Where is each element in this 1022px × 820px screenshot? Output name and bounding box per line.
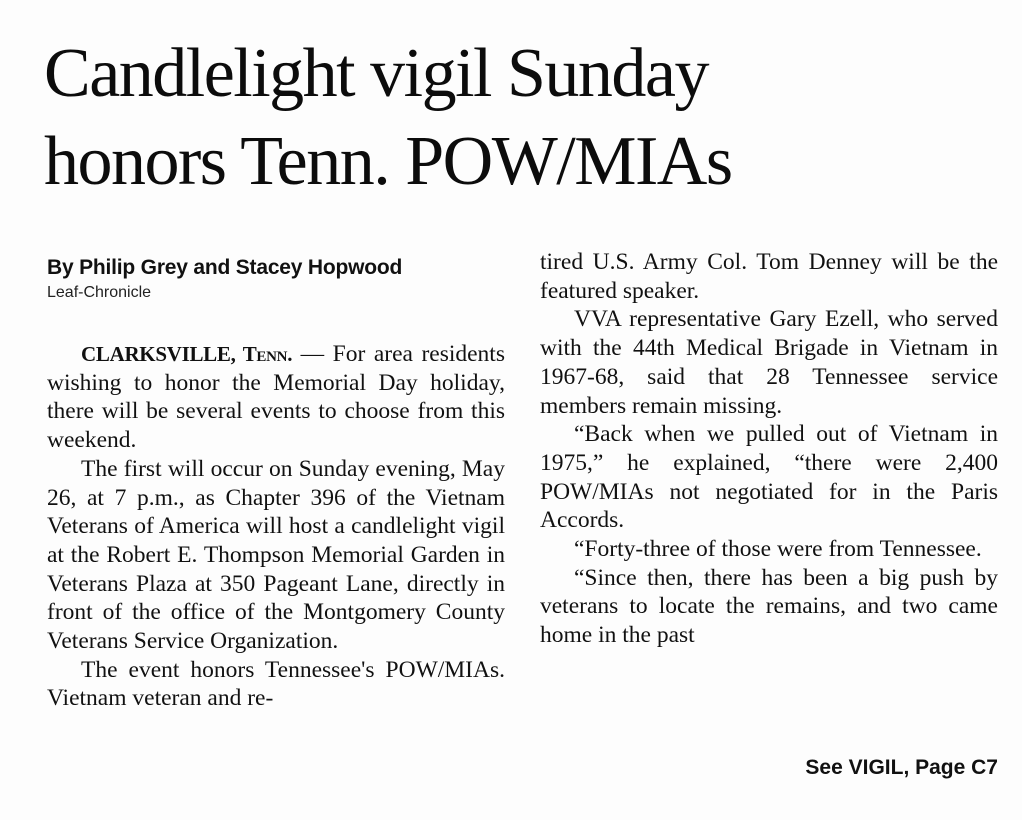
headline (44, 30, 1004, 206)
continuation-jump-line: See VIGIL, Page C7 (805, 756, 998, 779)
left-column (47, 248, 505, 713)
paragraph-lead-text: For area residents wishing to honor the Memorial Day holiday, there will be several events to choose from this weekend. (47, 341, 505, 454)
paragraph: “Forty-three of those were from Tennessee. (574, 536, 982, 563)
paragraph: “Since then, there has been a big push by veterans to locate the remains, and two came home in the past (540, 564, 998, 649)
right-column (540, 248, 998, 650)
paragraph-lead (47, 340, 505, 455)
paragraph: The event honors Tennessee's POW/MIAs. Vietnam veteran and re- (47, 656, 505, 712)
paragraph: The first will occur on Sunday evening, May 26, at 7 p.m., as Chapter 396 of the Vietnam Veterans of America will host a candlelight vigil at the Robert E. Thompson Memorial Garden in Veterans Plaza at 350 Pageant Lane, directly in front of the office of the Montgomery County Veterans Service Organization. (47, 455, 505, 655)
dateline-dash: — (292, 341, 333, 367)
paragraph-continued: tired U.S. Army Col. Tom Denney will be the featured speaker. (540, 249, 998, 304)
headline-line-2: honors Tenn. POW/MIAs (44, 123, 732, 200)
byline: By Philip Grey and Stacey Hopwood (47, 256, 403, 279)
headline-line-1: Candlelight vigil Sunday (44, 35, 708, 112)
paragraph: VVA representative Gary Ezell, who served with the 44th Medical Brigade in Vietnam in 1967-68, said that 28 Tennessee service members remain missing. (540, 306, 998, 419)
paragraph: “Back when we pulled out of Vietnam in 1975,” he explained, “there were 2,400 POW/MIAs not negotiated for in the Paris Accords. (540, 421, 998, 534)
byline-affiliation: Leaf-Chronicle (47, 284, 152, 301)
dateline: CLARKSVILLE, Tenn. (81, 342, 293, 366)
